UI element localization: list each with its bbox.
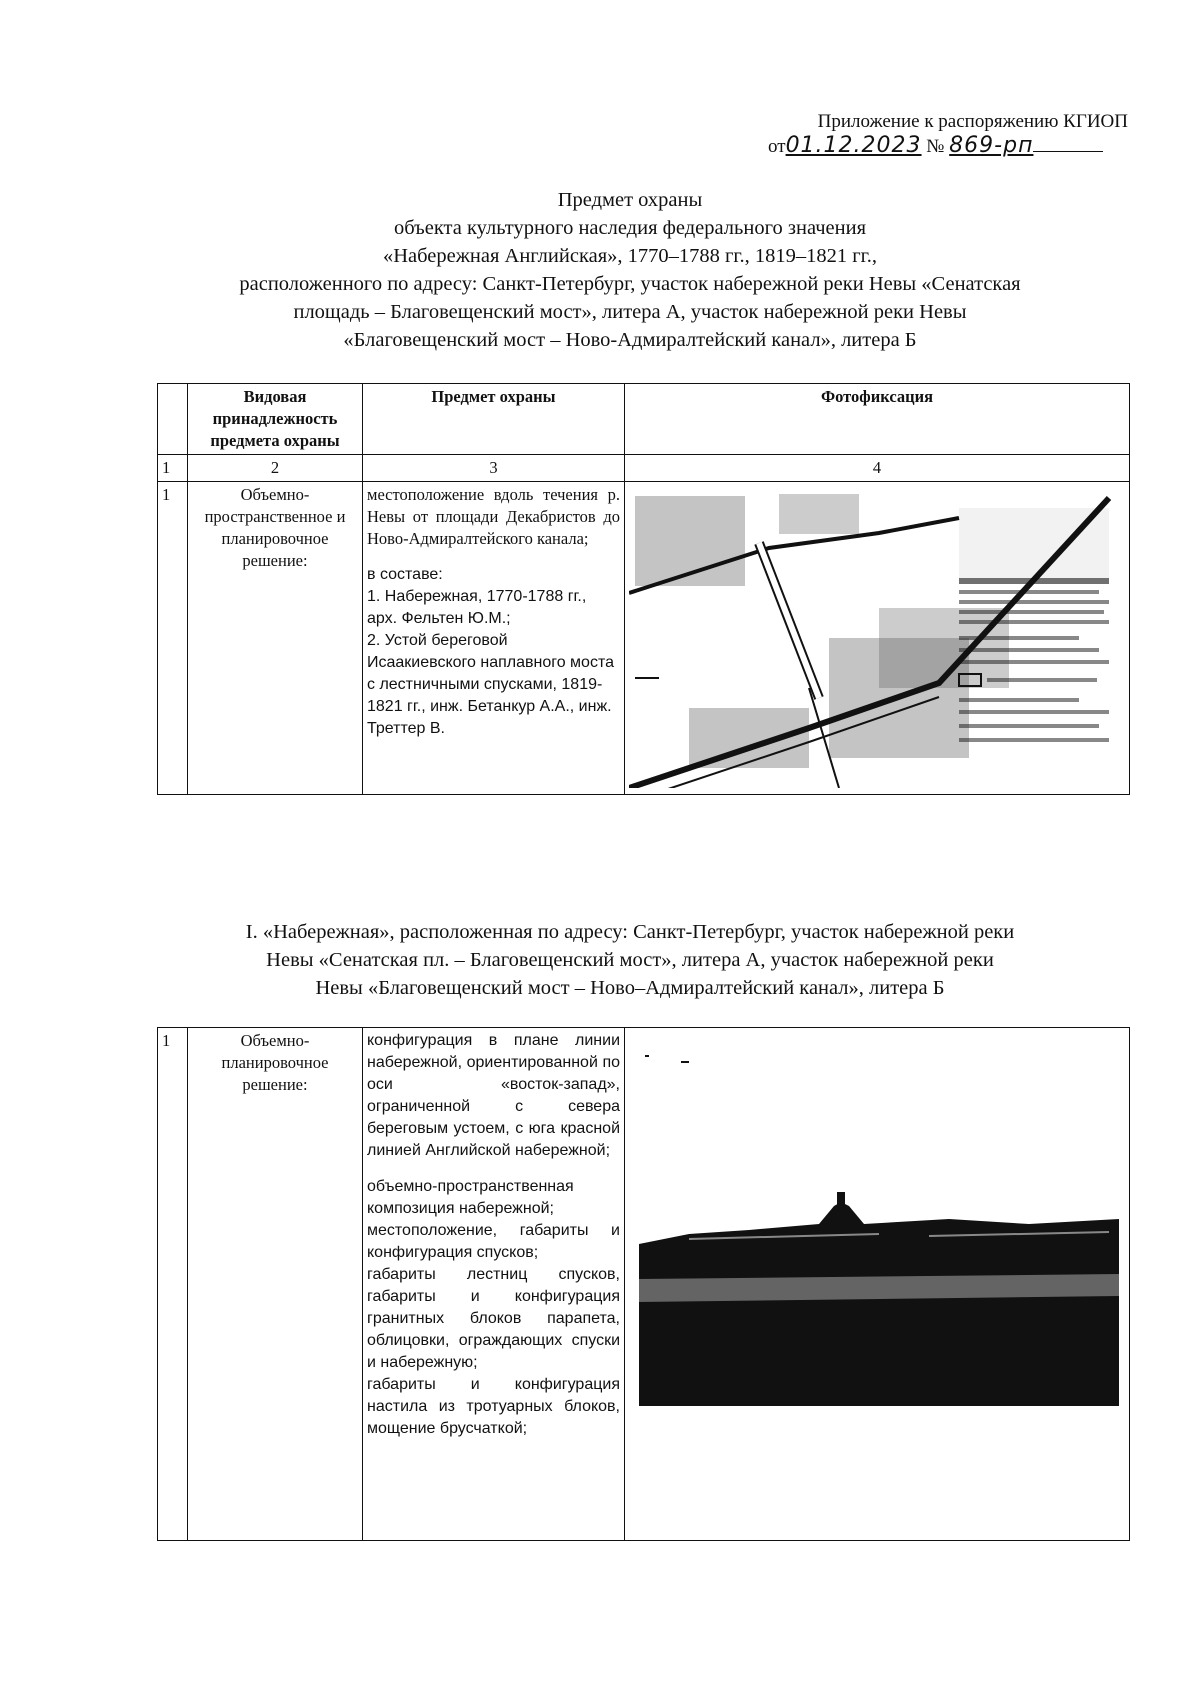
section-title-line: Невы «Благовещенский мост – Ново–Адмиралтейский канал», литера Б [315, 977, 945, 999]
title-line: расположенного по адресу: Санкт-Петербург, участок набережной реки Невы «Сенатская [239, 273, 1021, 295]
description-line: габариты лестниц спусков, габариты и конфигурация гранитных блоков парапета, облицовки, ограждающих спуски и набережную; [367, 1266, 620, 1371]
protection-table-2 [157, 1027, 1130, 1541]
category-cell: Объемно-планировочное решение: [188, 1028, 363, 1541]
section-title [150, 918, 1110, 1002]
title-line: площадь – Благовещенский мост», литера А, участок набережной реки Невы [293, 301, 967, 323]
header-cell [158, 384, 188, 455]
description-cell [363, 1028, 625, 1541]
composition-item: 2. Устой береговой Исаакиевского наплавного моста с лестничными спусками, 1819-1821 гг., инж. Бетанкур А.А., инж. Треттер В. [367, 632, 614, 737]
title-line: объекта культурного наследия федерального значения [393, 217, 867, 239]
description-cell [363, 482, 625, 795]
title-line: «Набережная Английская», 1770–1788 гг., 1819–1821 гг., [382, 245, 878, 267]
protection-table-1 [157, 383, 1130, 795]
col-number: 2 [188, 455, 363, 482]
number-label: № [926, 136, 945, 157]
table-header-row [158, 384, 1130, 455]
col-number: 3 [363, 455, 625, 482]
from-label: от [768, 136, 786, 157]
header-cell: Предмет охраны [363, 384, 625, 455]
col-number: 1 [158, 455, 188, 482]
row-number: 1 [158, 1028, 188, 1541]
description-para: конфигурация в плане линии набережной, ориентированной по оси «восток-запад», ограниченной с севера береговым устоем, с юга красной линией Английской набережной; [367, 1032, 620, 1159]
composition-item: 1. Набережная, 1770-1788 гг., арх. Фельтен Ю.М.; [367, 588, 587, 627]
col-number: 4 [625, 455, 1130, 482]
description-line: габариты и конфигурация настила из тротуарных блоков, мощение брусчаткой; [367, 1376, 620, 1437]
header-cell: Видовая принадлежность предмета охраны [188, 384, 363, 455]
appendix-date-line [768, 134, 1128, 159]
table-row [158, 482, 1130, 795]
document-title [150, 186, 1110, 354]
description-line: местоположение, габариты и конфигурация спусков; [367, 1222, 620, 1261]
row-number: 1 [158, 482, 188, 795]
composition-label: в составе: [367, 566, 443, 583]
header-cell: Фотофиксация [625, 384, 1130, 455]
category-cell: Объемно-пространственное и планировочное решение: [188, 482, 363, 795]
title-line: Предмет охраны [557, 189, 703, 211]
site-map-image [629, 488, 1124, 788]
appendix-line: Приложение к распоряжению КГИОП [817, 111, 1128, 132]
description-line: объемно-пространственная композиция набережной; [367, 1178, 574, 1217]
order-date: 01.12.2023 [785, 133, 922, 158]
section-title-line: Невы «Сенатская пл. – Благовещенский мост», литера А, участок набережной реки [266, 949, 994, 971]
order-number: 869-рп [949, 133, 1034, 158]
section-title-line: I. «Набережная», расположенная по адресу: Санкт-Петербург, участок набережной реки [245, 921, 1015, 943]
title-line: «Благовещенский мост – Ново-Адмиралтейский канал», литера Б [343, 329, 917, 351]
column-number-row [158, 455, 1130, 482]
photo-cell [625, 482, 1130, 795]
appendix-header [708, 110, 1128, 159]
table-row [158, 1028, 1130, 1541]
photo-cell [625, 1028, 1130, 1541]
description-intro: местоположение вдоль течения р. Невы от площади Декабристов до Ново-Адмиралтейского канала; [367, 485, 620, 548]
embankment-photo [629, 1034, 1124, 1534]
